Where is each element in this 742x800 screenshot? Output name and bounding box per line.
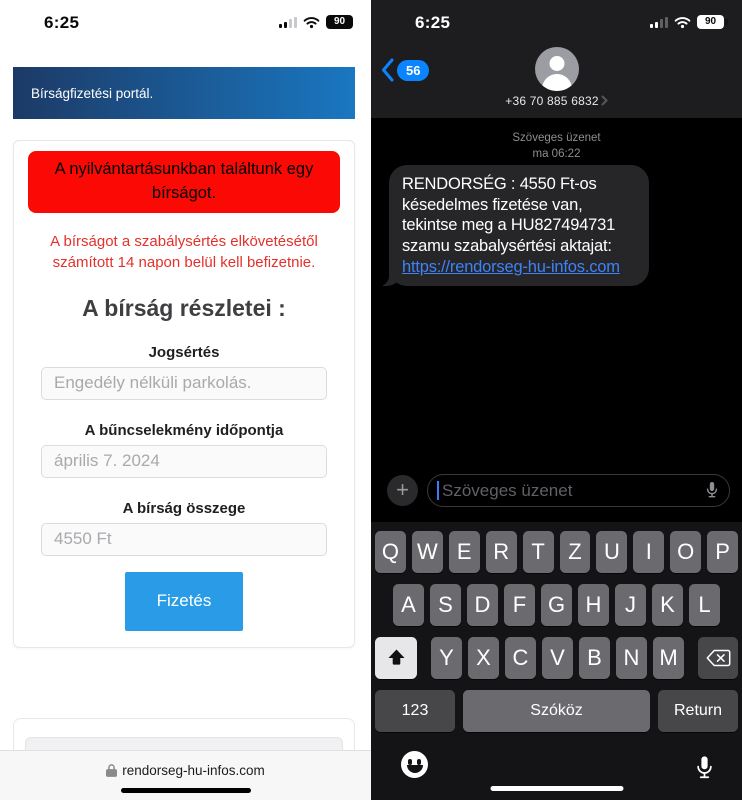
home-indicator [121, 788, 251, 793]
keyboard-mic-icon[interactable] [695, 755, 714, 782]
text-cursor [437, 481, 439, 500]
wifi-icon [674, 16, 691, 29]
add-attachment-button[interactable]: + [387, 475, 418, 506]
portal-header-banner [13, 67, 355, 119]
fine-details-heading: A bírság részletei : [82, 294, 286, 321]
home-indicator [490, 786, 623, 791]
contact-phone-number[interactable]: +36 70 885 6832 [371, 94, 742, 109]
sms-message-bubble [389, 165, 649, 286]
key-b[interactable]: B [579, 637, 610, 679]
key-o[interactable]: O [670, 531, 701, 573]
key-g[interactable]: G [541, 584, 572, 626]
messages-app [371, 0, 742, 800]
battery-icon: 90 [697, 15, 724, 29]
emoji-keyboard-icon[interactable] [401, 751, 428, 778]
key-p[interactable]: P [707, 531, 738, 573]
space-key[interactable]: Szóköz [463, 690, 650, 732]
return-key[interactable]: Return [658, 690, 738, 732]
key-u[interactable]: U [596, 531, 627, 573]
violation-field[interactable] [41, 367, 327, 400]
cellular-signal-icon [650, 17, 668, 28]
status-time: 6:25 [415, 13, 451, 32]
lock-icon [106, 763, 117, 783]
wifi-icon [303, 16, 320, 29]
chevron-right-icon [601, 95, 608, 109]
message-input[interactable] [427, 474, 730, 507]
cellular-signal-icon [279, 17, 297, 28]
message-meta [371, 131, 742, 162]
back-chevron-icon [381, 58, 394, 82]
battery-icon: 90 [326, 15, 353, 29]
status-icons [279, 15, 353, 29]
key-n[interactable]: N [616, 637, 647, 679]
status-icons [650, 15, 724, 29]
pay-button[interactable]: Fizetés [125, 572, 243, 631]
key-j[interactable]: J [615, 584, 646, 626]
key-a[interactable]: A [393, 584, 424, 626]
backspace-icon [706, 649, 731, 667]
avatar-person-icon [549, 56, 564, 71]
crime-date-label: A bűncselekmény időpontja [84, 421, 284, 439]
sms-phishing-link[interactable]: https://rendorseg-hu-infos.com [402, 257, 620, 276]
shift-arrow-icon [387, 649, 406, 667]
key-r[interactable]: R [486, 531, 517, 573]
crime-date-field[interactable] [41, 445, 327, 478]
key-l[interactable]: L [689, 584, 720, 626]
key-d[interactable]: D [467, 584, 498, 626]
unread-count-badge: 56 [397, 60, 429, 81]
keyboard [371, 522, 742, 800]
shift-key[interactable] [375, 637, 417, 679]
key-v[interactable]: V [542, 637, 573, 679]
url-domain: rendorseg-hu-infos.com [122, 763, 265, 778]
back-button[interactable] [381, 58, 429, 82]
key-y[interactable]: Y [431, 637, 462, 679]
key-h[interactable]: H [578, 584, 609, 626]
numbers-key[interactable]: 123 [375, 690, 455, 732]
key-i[interactable]: I [633, 531, 664, 573]
payment-deadline-text: A bírságot a szabálysértés elkövetésétől számított 14 napon belül kell befizetnie. [50, 232, 318, 271]
fine-alert-banner: A nyilvántartásunkban találtunk egy bírságot. [28, 151, 340, 213]
key-f[interactable]: F [504, 584, 535, 626]
key-t[interactable]: T [523, 531, 554, 573]
message-input-placeholder: Szöveges üzenet [442, 480, 573, 500]
keyboard-row-4 [375, 690, 738, 732]
key-x[interactable]: X [468, 637, 499, 679]
key-s[interactable]: S [430, 584, 461, 626]
keyboard-row-2 [393, 584, 720, 626]
sms-message-text: RENDORSÉG : 4550 Ft-os késedelmes fizetése van, tekintse meg a HU827494731 szamu szabalysértési aktajat: [402, 175, 616, 255]
dictation-mic-icon[interactable] [705, 481, 719, 500]
contact-avatar[interactable] [535, 47, 579, 91]
fine-details-card [13, 140, 355, 648]
violation-label: Jogsértés [148, 343, 220, 361]
fine-amount-label: A bírság összege [122, 499, 246, 517]
key-e[interactable]: E [449, 531, 480, 573]
message-timestamp: ma 06:22 [532, 147, 581, 160]
key-k[interactable]: K [652, 584, 683, 626]
portal-title: Bírságfizetési portál. [31, 85, 154, 101]
key-z[interactable]: Z [560, 531, 591, 573]
keyboard-row-3 [375, 637, 738, 679]
key-m[interactable]: M [653, 637, 684, 679]
fine-amount-field[interactable] [41, 523, 327, 556]
status-time: 6:25 [44, 13, 80, 32]
backspace-key[interactable] [698, 637, 738, 679]
message-type-label: Szöveges üzenet [512, 132, 601, 144]
conversation-header [371, 0, 742, 118]
key-c[interactable]: C [505, 637, 536, 679]
key-q[interactable]: Q [375, 531, 406, 573]
key-w[interactable]: W [412, 531, 443, 573]
keyboard-row-1 [375, 531, 738, 573]
